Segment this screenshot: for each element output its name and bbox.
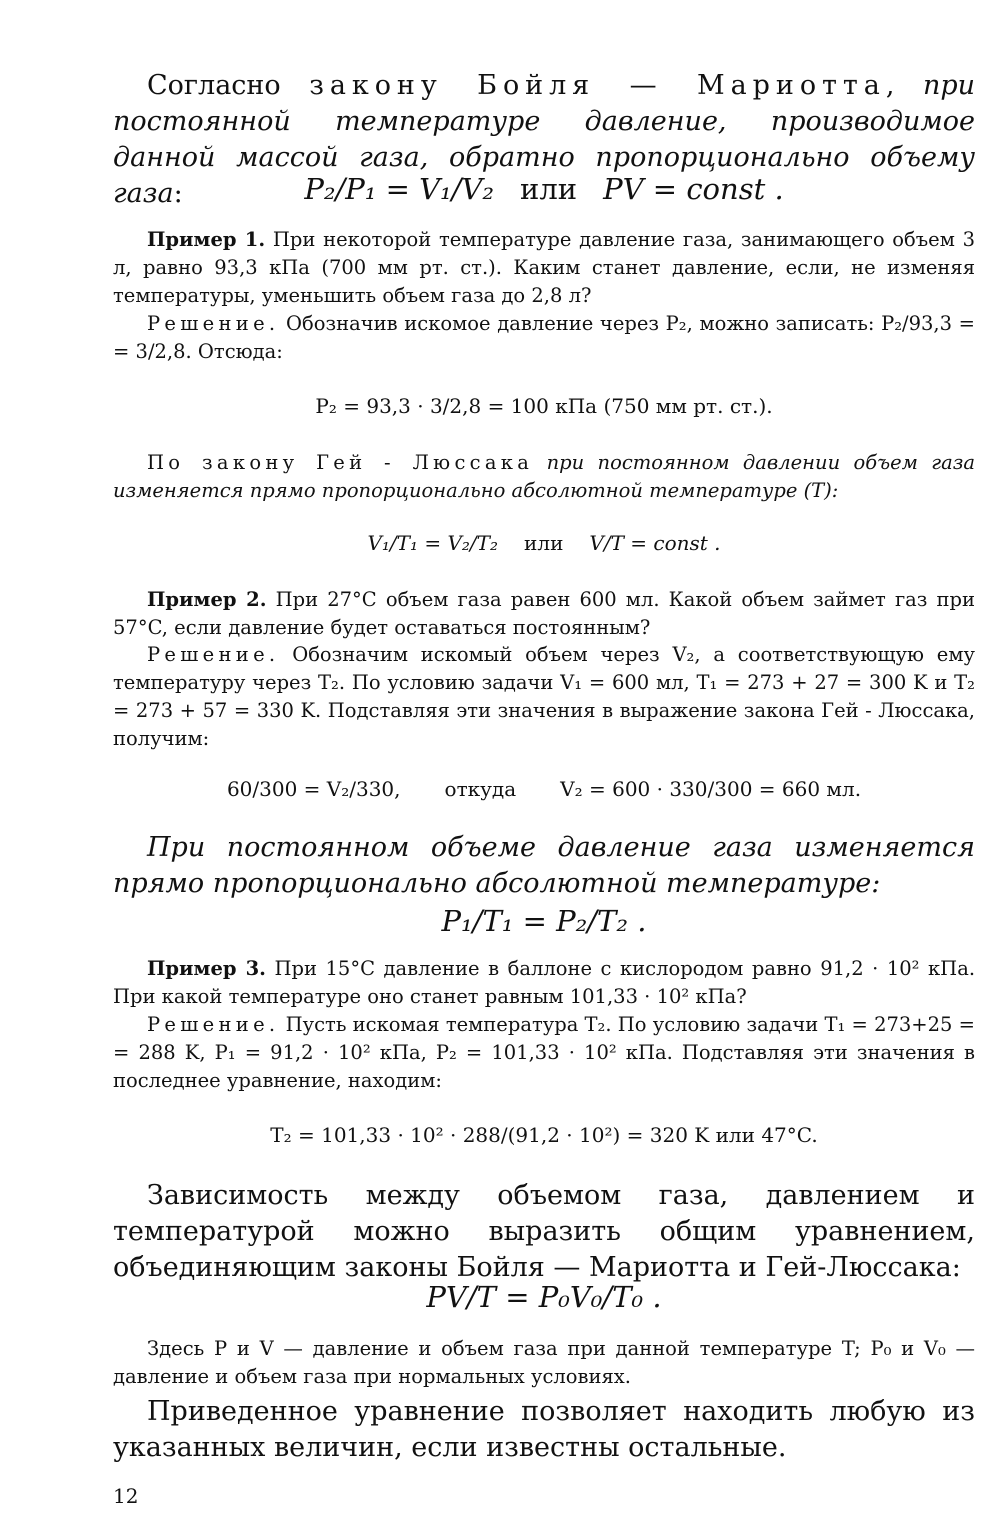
example-2-label: Пример 2. [147, 588, 267, 611]
boyle-formula-ratio: P₂/P₁ = V₁/V₂ [304, 172, 495, 206]
closing-paragraph: Приведенное уравнение позволяет находить любую из указанных величин, если известны остальные. [113, 1396, 975, 1463]
example-2-text [113, 586, 975, 642]
example-1-solution-body: Обозначив искомое давление через P₂, можно записать: P₂/93,3 = = 3/2,8. Отсюда: [113, 312, 975, 363]
gay-lussac-formula-const: V/T = const . [589, 531, 721, 555]
example-2-solution-body: Обозначим искомый объем через V₂, а соответствующую ему температуру через T₂. По условию задачи V₁ = 600 мл, T₁ = 273 + 27 = 300 K и T₂ = 273 + 57 = 330 K. Подставляя эти значения в выражение закона Гей - Люссака, получим: [113, 643, 975, 750]
example-2-result-value: V₂ = 600 · 330/300 = 660 мл. [560, 777, 862, 801]
example-1-body: При некоторой температуре давление газа, занимающего объем 3 л, равно 93,3 кПа (700 мм рт. ст.). Каким станет давление, если, не изменяя температуры, уменьшить объем газа до 2,8 л? [113, 228, 975, 307]
gay-lussac-statement [113, 449, 975, 505]
boyle-formula-conj: или [520, 172, 578, 206]
boyle-law-text: при постоянной температуре давление, производимое данной массой газа, обратно пропорционально объему газа [113, 70, 975, 209]
combined-formula: PV/T = P₀V₀/T₀ . [426, 1280, 662, 1314]
example-3-solution [113, 1011, 975, 1095]
gay-lussac-formula-conj: или [524, 531, 564, 555]
example-2-result [113, 777, 975, 801]
example-2-solution-label: Решение. [147, 643, 280, 666]
boyle-law-name: закону Бойля — Мариотта [309, 70, 886, 101]
example-3-result: T₂ = 101,33 · 10² · 288/(91,2 · 10²) = 320 K или 47°C. [270, 1123, 818, 1147]
example-2-body: При 27°C объем газа равен 600 мл. Какой объем займет газ при 57°C, если давление будет оставаться постоянным? [113, 588, 976, 639]
example-1-solution-label: Решение. [147, 312, 280, 335]
example-1-solution [113, 310, 975, 366]
example-1-result: P₂ = 93,3 · 3/2,8 = 100 кПа (750 мм рт. ст.). [315, 394, 773, 418]
boyle-formula [113, 172, 975, 206]
example-3-text [113, 955, 975, 1011]
example-3-solution-label: Решение. [147, 1013, 280, 1036]
gay-lussac-law-text: при постоянном давлении объем газа изменяется прямо пропорционально абсолютной температуре (T): [113, 451, 975, 502]
example-2-result-conj: откуда [444, 777, 517, 801]
example-1-label: Пример 1. [147, 228, 266, 251]
gay-lussac-lead: По закону Гей - Люссака [147, 451, 534, 474]
combined-formula-note: Здесь P и V — давление и объем газа при данной температуре T; P₀ и V₀ — давление и объем газа при нормальных условиях. [113, 1337, 975, 1388]
example-1-text [113, 226, 975, 310]
example-3-body: При 15°C давление в баллоне с кислородом равно 91,2 · 10² кПа. При какой температуре оно станет равным 101,33 · 10² кПа? [113, 957, 976, 1008]
example-3-label: Пример 3. [147, 957, 266, 980]
boyle-formula-const: PV = const . [603, 172, 784, 206]
example-2-solution [113, 641, 975, 753]
gay-lussac-formula-ratio: V₁/T₁ = V₂/T₂ [367, 531, 499, 555]
page-number: 12 [113, 1484, 139, 1508]
boyle-lead: Согласно [147, 70, 310, 101]
boyle-mariotte-statement: Согласно закону Бойля — Мариотта, при постоянной температуре давление, производимое данной массой газа, обратно пропорционально объему газа: [113, 70, 975, 209]
gay-lussac-formula [113, 531, 975, 555]
example-3-solution-body: Пусть искомая температура T₂. По условию задачи T₁ = 273+25 = = 288 K, P₁ = 91,2 · 10² кПа, P₂ = 101,33 · 10² кПа. Подставляя эти значения в последнее уравнение, находим: [113, 1013, 976, 1092]
combined-law-text: Зависимость между объемом газа, давлением и температурой можно выразить общим уравнением, объединяющим законы Бойля — Мариотта и Гей-Люссака: [113, 1180, 975, 1283]
isochoric-law-statement: При постоянном объеме давление газа изменяется прямо пропорционально абсолютной температуре: [113, 832, 975, 899]
example-2-result-equation: 60/300 = V₂/330, [226, 777, 401, 801]
isochoric-formula: P₁/T₁ = P₂/T₂ . [441, 904, 647, 938]
